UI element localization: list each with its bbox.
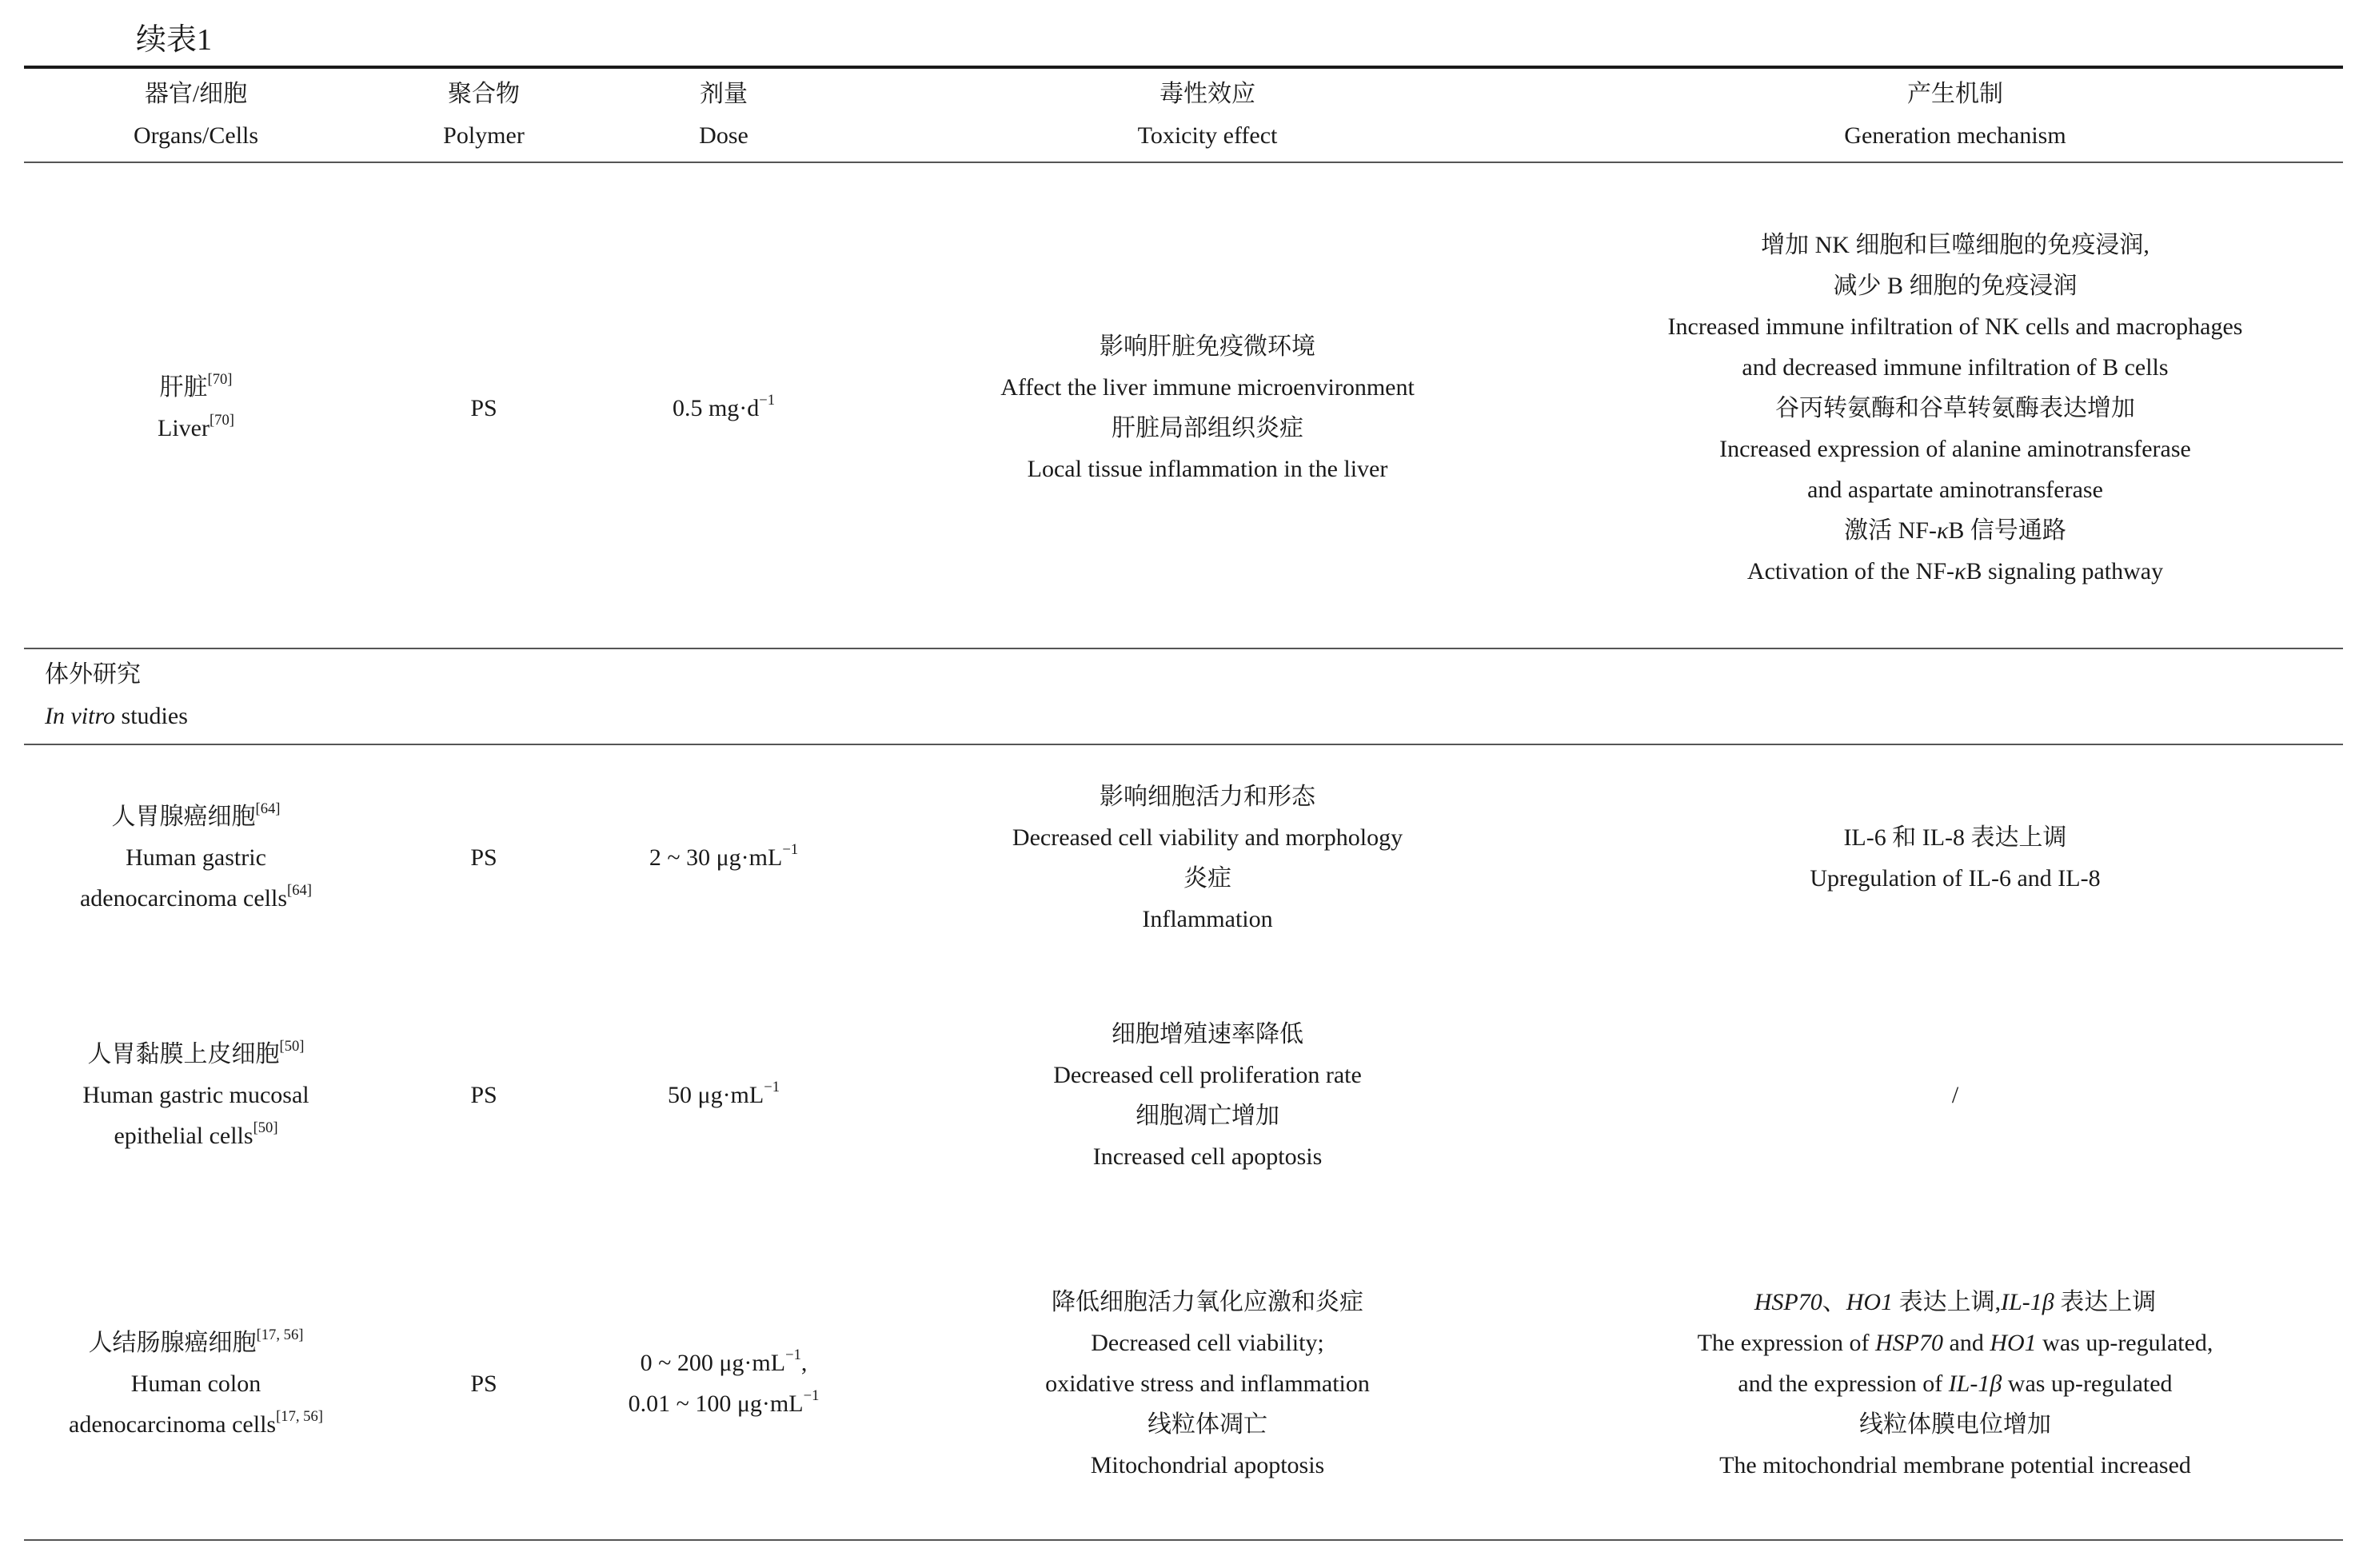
toxicity-cell: 影响肝脏免疫微环境 Affect the liver immune microenvironment 肝脏局部组织炎症 Local tissue inflammation in the liver [1000,333,1415,482]
header-rule [24,162,2343,163]
header-dose: 剂量 Dose [699,81,748,149]
polymer-cell: PS [470,394,497,421]
section-title-en: In vitro studies [45,703,188,729]
bottom-rule [24,1539,2343,1541]
table-row [24,1275,2343,1491]
top-rule [24,66,2343,69]
toxicity-cell: 细胞增殖速率降低 Decreased cell proliferation rate 细胞凋亡增加 Increased cell apoptosis [1053,1020,1362,1170]
dose-cell: 2 ~ 30 $\mu g\cdot mL^{-1}$ [649,841,799,871]
mechanism-cell: 增加 NK 细胞和巨噬细胞的免疫浸润, 减少 B 细胞的免疫浸润 Increased immune infiltration of NK cells and macrophages and decreased immune infiltration of B cells 谷丙转氨酶和谷草转氨酶表达增加 Increased expression of alanine aminotransferase and aspartate aminotransferase 激活 NF-κB 信号通路 Activation of the NF-κB signaling pathway [1667,231,2243,585]
toxicity-cell: 影响细胞活力和形态 Decreased cell viability and morphology 炎症 Inflammation [1012,783,1403,932]
header-polymer: 聚合物 Polymer [443,81,525,149]
section-top-rule [24,648,2343,649]
polymer-cell: PS [470,844,497,871]
mechanism-cell: IL-6 和 IL-8 表达上调 Upregulation of IL-6 and IL-8 [1810,824,2101,892]
table-row [24,1009,2343,1181]
dose-cell: 0 ~ 200 $\mu g\cdot mL^{-1}$, 0.01 ~ 100 $\mu g\cdot mL^{-1}$ [628,1347,820,1417]
polymer-cell: PS [470,1082,497,1108]
header-toxicity-effect: 毒性效应 Toxicity effect [1137,81,1278,149]
organ-cell: 人胃腺癌细胞[64] Human gastric adenocarcinoma cells[64] [79,800,312,912]
organ-cell: 人结肠腺癌细胞[17, 56] Human colon adenocarcinoma cells[17, 56] [69,1326,323,1438]
organ-cell: 肝脏[70] Liver[70] [158,371,234,441]
mechanism-cell: HSP70、HO1 表达上调,IL-1β 表达上调 The expression of HSP70 and HO1 was up-regulated, and the expression of IL-1β was up-regulated 线粒体膜电位增加 The mitochondrial membrane potential increased [1697,1288,2213,1478]
dose-cell: 0.5 $mg\cdot d^{-1}$ [672,391,776,421]
table-caption: 续表1 [136,23,213,57]
table-header-row [24,70,2343,160]
section-bottom-rule [24,744,2343,745]
header-generation-mechanism: 产生机制 Generation mechanism [1844,81,2066,149]
mechanism-cell: / [1951,1082,1959,1108]
section-in-vitro [45,654,188,737]
polymer-cell: PS [470,1370,497,1397]
table-row [24,772,2343,944]
table-row [24,200,2343,616]
section-title-zh: 体外研究 [45,661,141,688]
dose-cell: 50 $\mu g\cdot mL^{-1}$ [667,1079,780,1108]
toxicity-cell: 降低细胞活力氧化应激和炎症 Decreased cell viability; oxidative stress and inflammation 线粒体凋亡 Mitochondrial apoptosis [1045,1288,1370,1478]
header-organs-cells: 器官/细胞 Organs/Cells [133,81,259,149]
organ-cell: 人胃黏膜上皮细胞[50] Human gastric mucosal epithelial cells[50] [82,1038,309,1149]
